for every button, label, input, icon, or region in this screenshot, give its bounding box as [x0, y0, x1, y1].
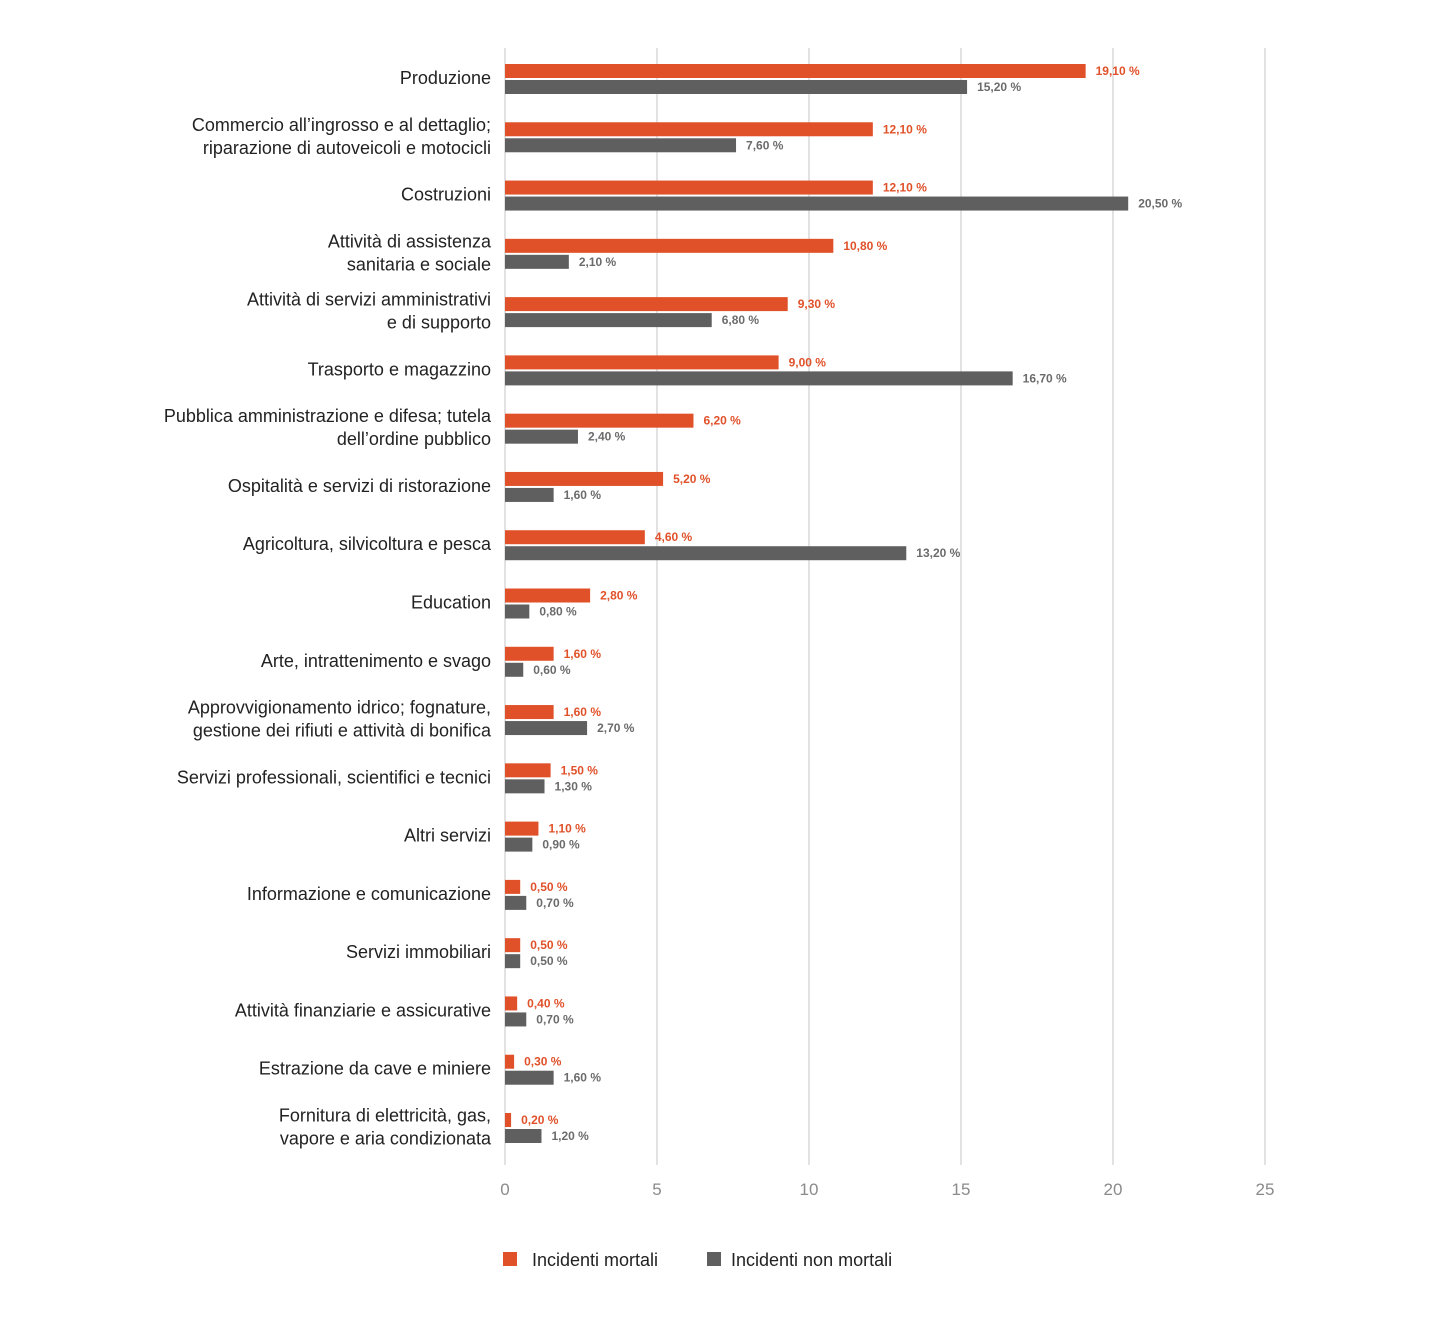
bars-layer — [505, 64, 1183, 1143]
value-label-nonfatal-13: 0,90 % — [542, 837, 580, 852]
value-label-fatal-14: 0,50 % — [530, 879, 568, 894]
value-label-nonfatal-16: 0,70 % — [536, 1012, 574, 1027]
value-label-nonfatal-5: 16,70 % — [1022, 371, 1067, 386]
bar-fatal-7 — [505, 472, 663, 486]
x-tick-label-20: 20 — [1103, 1180, 1123, 1199]
value-label-fatal-17: 0,30 % — [524, 1054, 562, 1069]
legend-swatch-nonfatal — [707, 1252, 721, 1266]
value-label-nonfatal-12: 1,30 % — [554, 779, 592, 794]
value-label-nonfatal-11: 2,70 % — [597, 721, 635, 736]
bar-nonfatal-1 — [505, 138, 736, 152]
value-label-fatal-16: 0,40 % — [527, 996, 565, 1011]
value-label-fatal-0: 19,10 % — [1095, 64, 1140, 78]
category-label-16: Attività finanziarie e assicurative — [234, 1000, 491, 1021]
category-label-5: Trasporto e magazzino — [307, 359, 491, 380]
value-label-fatal-10: 1,60 % — [563, 646, 601, 661]
bar-nonfatal-9 — [505, 605, 529, 619]
value-label-fatal-4: 9,30 % — [797, 297, 836, 312]
bar-nonfatal-8 — [505, 546, 906, 560]
category-labels — [164, 68, 492, 1149]
bar-fatal-3 — [505, 239, 833, 253]
category-label-7: Ospitalità e servizi di ristorazione — [227, 475, 491, 496]
value-label-fatal-9: 2,80 % — [600, 588, 638, 603]
grid-layer — [505, 48, 1265, 1165]
x-tick-label-0: 0 — [500, 1180, 510, 1199]
bar-nonfatal-16 — [505, 1012, 526, 1026]
category-label-1-line-1: riparazione di autoveicoli e motocicli — [202, 137, 491, 158]
value-label-fatal-15: 0,50 % — [530, 938, 568, 953]
bar-nonfatal-5 — [505, 371, 1013, 385]
x-tick-label-10: 10 — [799, 1180, 819, 1199]
value-label-fatal-3: 10,80 % — [843, 238, 888, 253]
value-label-fatal-13: 1,10 % — [548, 821, 586, 836]
bar-fatal-1 — [505, 122, 873, 136]
value-label-fatal-11: 1,60 % — [563, 705, 601, 720]
bar-nonfatal-3 — [505, 255, 569, 269]
x-tick-label-25: 25 — [1255, 1180, 1275, 1199]
value-label-nonfatal-17: 1,60 % — [563, 1070, 601, 1085]
bar-fatal-14 — [505, 880, 520, 894]
value-label-nonfatal-18: 1,20 % — [551, 1129, 589, 1143]
bar-fatal-13 — [505, 822, 538, 836]
bar-fatal-15 — [505, 938, 520, 952]
value-label-nonfatal-4: 6,80 % — [721, 313, 760, 328]
bar-fatal-4 — [505, 297, 788, 311]
legend-label-fatal: Incidenti mortali — [532, 1250, 659, 1270]
category-label-14: Informazione e comunicazione — [246, 883, 491, 904]
bar-nonfatal-6 — [505, 430, 578, 444]
bar-nonfatal-0 — [505, 80, 967, 94]
category-label-11-line-0: Approvvigionamento idrico; fognature, — [187, 697, 491, 718]
value-label-fatal-6: 6,20 % — [703, 413, 741, 428]
value-label-nonfatal-10: 0,60 % — [533, 662, 571, 677]
category-label-18-line-0: Fornitura di elettricità, gas, — [278, 1105, 491, 1126]
category-label-17: Estrazione da cave e miniere — [258, 1058, 491, 1079]
value-label-nonfatal-9: 0,80 % — [539, 604, 577, 619]
value-label-nonfatal-1: 7,60 % — [746, 138, 784, 153]
category-label-13: Altri servizi — [403, 825, 491, 846]
legend — [503, 1250, 892, 1270]
value-label-fatal-8: 4,60 % — [654, 530, 693, 545]
value-label-fatal-7: 5,20 % — [673, 471, 711, 486]
category-label-18-line-1: vapore e aria condizionata — [279, 1128, 491, 1149]
category-label-6-line-0: Pubblica amministrazione e difesa; tutela — [163, 406, 491, 427]
value-label-nonfatal-14: 0,70 % — [536, 895, 574, 910]
bar-nonfatal-18 — [505, 1129, 541, 1143]
value-label-fatal-12: 1,50 % — [560, 763, 598, 778]
bar-fatal-16 — [505, 996, 517, 1010]
value-label-fatal-1: 12,10 % — [882, 122, 927, 137]
bar-fatal-6 — [505, 414, 693, 428]
value-label-fatal-18: 0,20 % — [521, 1113, 559, 1127]
bar-nonfatal-17 — [505, 1071, 554, 1085]
category-label-3-line-1: sanitaria e sociale — [346, 254, 491, 275]
category-label-2: Costruzioni — [400, 184, 491, 205]
bar-fatal-0 — [505, 64, 1086, 78]
bar-nonfatal-10 — [505, 663, 523, 677]
value-label-fatal-5: 9,00 % — [788, 355, 826, 370]
bar-nonfatal-11 — [505, 721, 587, 735]
bar-nonfatal-2 — [505, 197, 1128, 211]
value-label-fatal-2: 12,10 % — [882, 180, 927, 195]
category-label-12: Servizi professionali, scientifici e tecnici — [176, 767, 491, 788]
bar-fatal-18 — [505, 1113, 511, 1127]
bar-fatal-12 — [505, 763, 551, 777]
bar-nonfatal-15 — [505, 954, 520, 968]
bar-fatal-11 — [505, 705, 554, 719]
legend-swatch-fatal — [503, 1252, 517, 1266]
category-label-4-line-1: e di supporto — [386, 312, 491, 333]
category-label-4-line-0: Attività di servizi amministrativi — [246, 289, 491, 310]
bar-nonfatal-13 — [505, 838, 532, 852]
value-label-nonfatal-3: 2,10 % — [578, 254, 617, 269]
bar-nonfatal-12 — [505, 779, 545, 793]
bar-fatal-8 — [505, 530, 645, 544]
x-tick-label-15: 15 — [951, 1180, 971, 1199]
category-label-10: Arte, intrattenimento e svago — [260, 650, 491, 671]
value-label-nonfatal-0: 15,20 % — [977, 80, 1022, 94]
bar-fatal-2 — [505, 181, 873, 195]
bar-fatal-10 — [505, 647, 554, 661]
bar-nonfatal-7 — [505, 488, 554, 502]
category-label-6-line-1: dell’ordine pubblico — [336, 429, 491, 450]
category-label-3-line-0: Attività di assistenza — [327, 231, 491, 252]
bar-fatal-5 — [505, 355, 779, 369]
value-label-nonfatal-6: 2,40 % — [587, 429, 626, 444]
bar-fatal-9 — [505, 589, 590, 603]
value-label-nonfatal-2: 20,50 % — [1138, 196, 1183, 211]
category-label-15: Servizi immobiliari — [345, 942, 491, 963]
value-label-nonfatal-7: 1,60 % — [563, 487, 601, 502]
category-label-11-line-1: gestione dei rifiuti e attività di bonifica — [192, 720, 491, 741]
bar-fatal-17 — [505, 1055, 514, 1069]
x-tick-label-5: 5 — [652, 1180, 662, 1199]
bar-nonfatal-4 — [505, 313, 712, 327]
value-label-nonfatal-8: 13,20 % — [916, 546, 961, 561]
category-label-9: Education — [410, 592, 491, 613]
category-label-1-line-0: Commercio all’ingrosso e al dettaglio; — [191, 114, 491, 135]
legend-label-nonfatal: Incidenti non mortali — [731, 1250, 893, 1270]
x-axis-ticks — [500, 1180, 1274, 1199]
bar-nonfatal-14 — [505, 896, 526, 910]
category-label-8: Agricoltura, silvicoltura e pesca — [242, 534, 491, 555]
value-label-nonfatal-15: 0,50 % — [530, 954, 568, 969]
category-label-0: Produzione — [399, 68, 491, 88]
